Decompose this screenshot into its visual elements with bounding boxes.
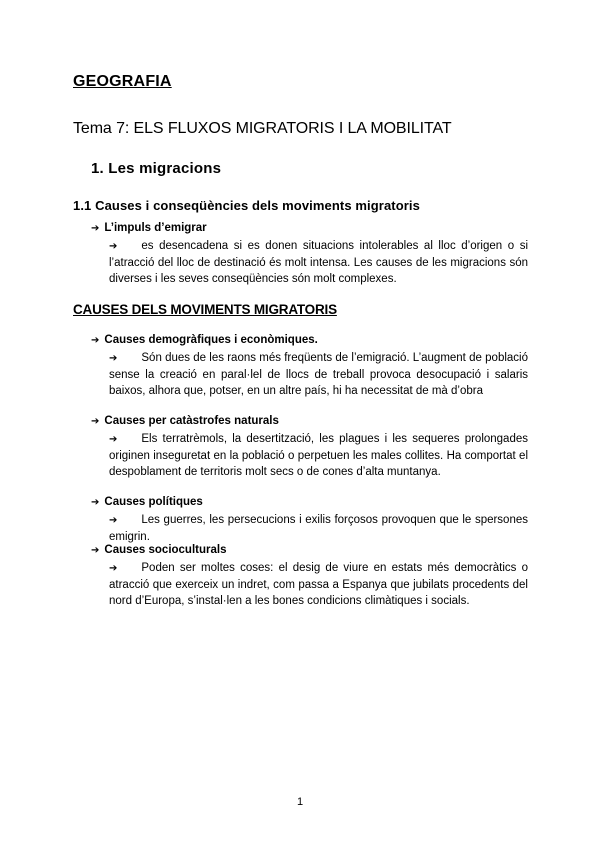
cause-paragraph-demographic (109, 350, 528, 399)
arrow-icon: ➔ (109, 515, 118, 526)
cause-title: Causes polítiques (104, 496, 203, 508)
document-subject: GEOGRAFIA (73, 73, 172, 90)
arrow-icon: ➔ (91, 335, 100, 346)
cause-title: Causes per catàstrofes naturals (104, 415, 279, 427)
cause-paragraph-political (109, 512, 528, 545)
arrow-icon: ➔ (91, 223, 100, 234)
cause-paragraph-sociocultural (109, 560, 528, 609)
intro-text: es desencadena si es donen situacions intolerables al lloc d’origen o si l’atracció del lloc de destinació és molt intensa. Les causes de les migracions són diverses i les seves conseqüències són molt complexes. (109, 240, 528, 285)
arrow-icon: ➔ (109, 563, 118, 574)
cause-bullet-natural (91, 415, 279, 427)
arrow-icon: ➔ (109, 353, 118, 364)
arrow-icon: ➔ (91, 545, 100, 556)
cause-bullet-sociocultural (91, 544, 226, 556)
arrow-icon: ➔ (109, 434, 118, 445)
intro-bullet (91, 222, 207, 234)
arrow-icon: ➔ (91, 416, 100, 427)
cause-title: Causes socioculturals (104, 544, 227, 556)
cause-text: Són dues de les raons més freqüents de l’emigració. L’augment de població sense la creació en paral·lel de llocs de treball provoca desocupació i salaris baixos, alhora que, potser, en un altre país, hi ha necessitat de mà d’obra (109, 352, 528, 397)
cause-title: Causes demogràfiques i econòmiques. (104, 334, 318, 346)
causes-heading: CAUSES DELS MOVIMENTS MIGRATORIS (73, 302, 337, 317)
cause-text: Els terratrèmols, la desertització, les plagues i les sequeres prolongades originen inseguretat en la població o perpetuen les males collites. Ha comportat el despoblament de territoris molt secs o de cones d’alta muntanya. (109, 433, 528, 478)
arrow-icon: ➔ (91, 497, 100, 508)
page-number: 1 (296, 796, 304, 808)
section-heading: 1. Les migracions (91, 160, 222, 177)
topic-title: Tema 7: ELS FLUXOS MIGRATORIS I LA MOBILITAT (73, 120, 452, 137)
cause-paragraph-natural (109, 431, 528, 480)
subsection-heading: 1.1 Causes i conseqüències dels moviments migratoris (73, 198, 420, 213)
cause-text: Les guerres, les persecucions i exilis forçosos provoquen que le spersones emigrin. (109, 514, 528, 543)
intro-title: L’impuls d’emigrar (104, 222, 207, 234)
cause-bullet-political (91, 496, 203, 508)
cause-bullet-demographic (91, 334, 318, 346)
cause-text: Poden ser moltes coses: el desig de viure en estats més democràtics o atracció que exerceix un indret, com passa a Espanya que jubilats procedents del nord d’Europa, s’instal·len a les bones condicions climàtiques i socials. (109, 562, 528, 607)
intro-paragraph (109, 238, 528, 287)
arrow-icon: ➔ (109, 241, 118, 252)
